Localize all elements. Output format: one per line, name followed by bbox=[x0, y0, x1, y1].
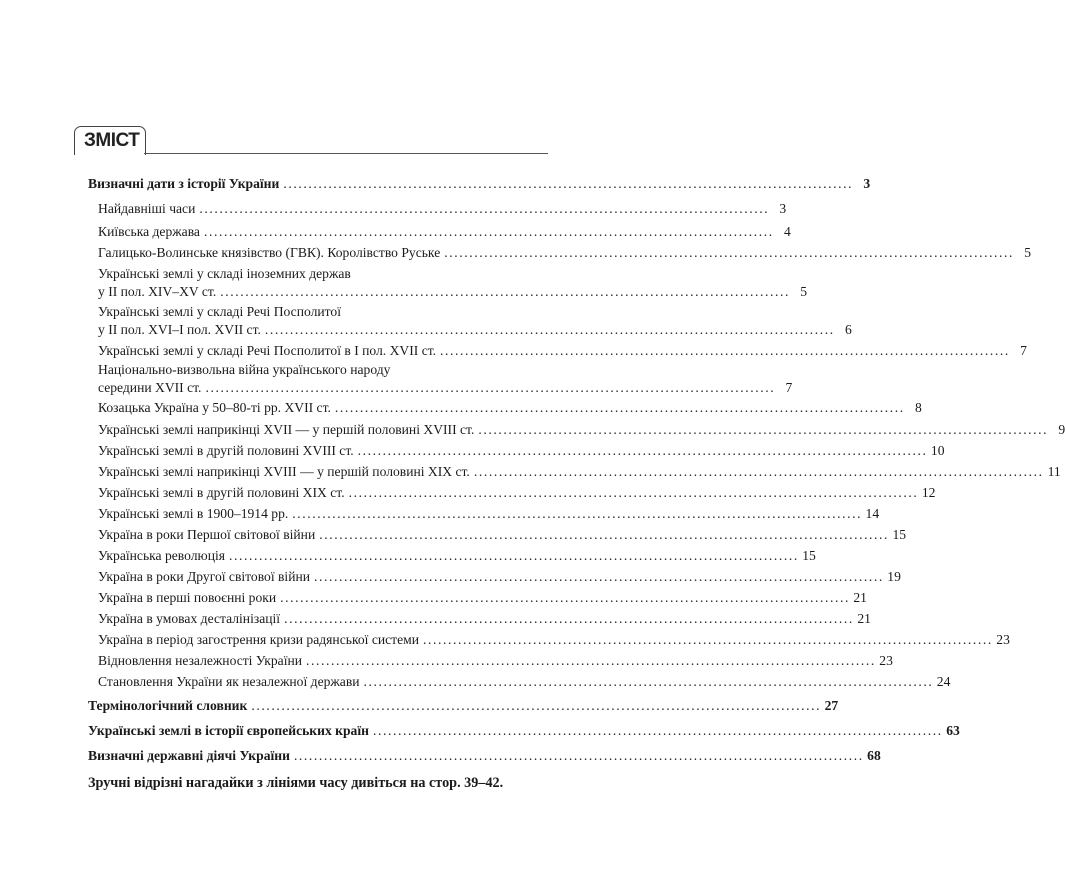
toc-entry-title: Становлення України як незалежної держави bbox=[98, 674, 360, 689]
toc-entry-title: середини XVII ст. bbox=[98, 380, 202, 395]
toc-entry-page: 24 bbox=[936, 674, 951, 689]
dot-leader: .................................................................................................................. bbox=[284, 611, 854, 626]
dot-leader: .................................................................................................................. bbox=[473, 464, 1044, 479]
footnote: Зручні відрізні нагадайки з лініями часу дивіться на стор. 39–42. bbox=[88, 775, 504, 791]
toc-entry[interactable] bbox=[98, 421, 1065, 439]
toc-entry-page: 4 bbox=[784, 224, 791, 239]
dot-leader: .................................................................................................................. bbox=[280, 590, 850, 605]
dot-leader: .................................................................................................................. bbox=[199, 201, 770, 216]
toc-entry-page: 5 bbox=[800, 284, 808, 299]
toc-entry-page: 15 bbox=[892, 527, 907, 542]
toc-entry[interactable] bbox=[88, 697, 839, 715]
toc-entry[interactable] bbox=[98, 484, 936, 502]
toc-entry-page: 68 bbox=[867, 748, 881, 763]
toc-entry[interactable] bbox=[88, 175, 871, 193]
dot-leader: .................................................................................................................. bbox=[283, 176, 854, 191]
toc-entry-page: 14 bbox=[865, 506, 880, 521]
dot-leader: .................................................................................................................. bbox=[440, 343, 1010, 358]
toc-entry[interactable] bbox=[98, 342, 1027, 360]
toc-entry-page: 3 bbox=[863, 176, 871, 191]
dot-leader: .................................................................................................................. bbox=[478, 422, 1049, 437]
toc-entry[interactable] bbox=[98, 610, 871, 628]
dot-leader: .................................................................................................................. bbox=[293, 748, 864, 763]
toc-entry-title: Визначні дати з історії України bbox=[88, 176, 280, 191]
toc-entry-page: 3 bbox=[779, 201, 787, 216]
header-rule bbox=[144, 153, 548, 154]
toc-entry[interactable] bbox=[98, 200, 787, 218]
toc-entry-title: Українські землі в 1900–1914 рр. bbox=[98, 506, 289, 521]
contents-tab bbox=[74, 126, 146, 155]
dot-leader: .................................................................................................................. bbox=[363, 674, 934, 689]
dot-leader: .................................................................................................................. bbox=[319, 527, 890, 542]
toc-entry-page: 23 bbox=[879, 653, 893, 668]
toc-entry-title: Термінологічний словник bbox=[88, 698, 248, 713]
dot-leader: .................................................................................................................. bbox=[314, 569, 884, 584]
toc-entry-title: Україна в період загострення кризи радянської системи bbox=[98, 632, 420, 647]
toc-entry[interactable] bbox=[88, 722, 960, 740]
dot-leader: .................................................................................................................. bbox=[264, 322, 835, 337]
toc-entry-title: Українські землі у складі Речі Посполитої в І пол. XVII ст. bbox=[98, 343, 437, 358]
toc-entry-title: у ІІ пол. XVI–I пол. XVII ст. bbox=[98, 322, 261, 337]
toc-entry-title: Найдавніші часи bbox=[98, 201, 196, 216]
toc-entry-title: у ІІ пол. XIV–XV ст. bbox=[98, 284, 217, 299]
toc-entry-title: Українські землі в історії європейських країн bbox=[88, 723, 369, 738]
toc-entry-title: Україна в роки Другої світової війни bbox=[98, 569, 311, 584]
toc-entry[interactable] bbox=[98, 631, 1010, 649]
toc-entry-page: 9 bbox=[1058, 422, 1065, 437]
dot-leader: .................................................................................................................. bbox=[220, 284, 791, 299]
toc-entry[interactable] bbox=[98, 505, 880, 523]
toc-entry-page: 12 bbox=[921, 485, 936, 500]
toc-entry-title: Українські землі в другій половині XVIII ст. bbox=[98, 443, 354, 458]
toc-entry-title-line1: Українські землі у складі іноземних держав bbox=[98, 266, 351, 281]
toc-entry-page: 19 bbox=[887, 569, 901, 584]
toc-entry-title: Україна в перші повоєнні роки bbox=[98, 590, 277, 605]
toc-entry[interactable] bbox=[98, 223, 791, 241]
dot-leader: .................................................................................................................. bbox=[203, 224, 774, 239]
toc-entry-page: 23 bbox=[996, 632, 1010, 647]
toc-entry-title: Українські землі наприкінці XVIII — у першій половині XIX ст. bbox=[98, 464, 470, 479]
toc-entry[interactable] bbox=[98, 547, 816, 565]
toc-entry-page: 10 bbox=[930, 443, 945, 458]
toc-entry-page: 7 bbox=[785, 380, 793, 395]
toc-entry-page: 11 bbox=[1047, 464, 1061, 479]
toc-entry-title: Київська держава bbox=[98, 224, 200, 239]
toc-entry[interactable] bbox=[98, 673, 951, 691]
toc-entry-title: Галицько-Волинське князівство (ГВК). Королівство Руське bbox=[98, 245, 441, 260]
toc-entry[interactable] bbox=[98, 265, 808, 301]
dot-leader: .................................................................................................................. bbox=[292, 506, 863, 521]
dot-leader: .................................................................................................................. bbox=[372, 723, 943, 738]
toc-entry-title: Визначні державні діячі України bbox=[88, 748, 290, 763]
toc-entry-page: 6 bbox=[844, 322, 852, 337]
page-title: ЗМІСТ bbox=[84, 130, 140, 151]
toc-entry[interactable] bbox=[98, 244, 1032, 262]
toc-entry-title: Українська революція bbox=[98, 548, 225, 563]
toc-entry-title: Козацька Україна у 50–80-ті рр. XVII ст. bbox=[98, 400, 331, 415]
toc-entry[interactable] bbox=[98, 361, 793, 397]
toc-entry[interactable] bbox=[98, 399, 922, 417]
dot-leader: .................................................................................................................. bbox=[205, 380, 776, 395]
toc-entry-page: 21 bbox=[857, 611, 871, 626]
toc-entry-page: 8 bbox=[914, 400, 922, 415]
toc-entry-page: 5 bbox=[1024, 245, 1032, 260]
dot-leader: .................................................................................................................. bbox=[423, 632, 993, 647]
toc-entry-page: 21 bbox=[853, 590, 867, 605]
dot-leader: .................................................................................................................. bbox=[357, 443, 928, 458]
dot-leader: .................................................................................................................. bbox=[348, 485, 919, 500]
toc-entry-title: Українські землі наприкінці XVII — у першій половині XVIII ст. bbox=[98, 422, 475, 437]
toc-entry-page: 15 bbox=[802, 548, 816, 563]
toc-entry[interactable] bbox=[88, 747, 881, 765]
toc-entry-title-line1: Національно-визвольна війна українського народу bbox=[98, 362, 391, 377]
toc-entry[interactable] bbox=[98, 526, 907, 544]
dot-leader: .................................................................................................................. bbox=[334, 400, 905, 415]
dot-leader: .................................................................................................................. bbox=[306, 653, 876, 668]
toc-entry[interactable] bbox=[98, 568, 901, 586]
toc-entry-title: Українські землі в другій половині XIX ст. bbox=[98, 485, 345, 500]
toc-entry[interactable] bbox=[98, 463, 1061, 481]
toc-entry-page: 7 bbox=[1020, 343, 1027, 358]
dot-leader: .................................................................................................................. bbox=[251, 698, 822, 713]
contents-header bbox=[74, 126, 548, 156]
toc-entry-title: Відновлення незалежності України bbox=[98, 653, 303, 668]
toc-entry-title: Україна в роки Першої світової війни bbox=[98, 527, 316, 542]
toc-entry[interactable] bbox=[98, 442, 945, 460]
toc-entry[interactable] bbox=[98, 303, 852, 339]
toc-entry-page: 63 bbox=[946, 723, 960, 738]
toc-entry-title-line1: Українські землі у складі Речі Посполитої bbox=[98, 304, 341, 319]
dot-leader: .................................................................................................................. bbox=[444, 245, 1015, 260]
toc-entry[interactable] bbox=[98, 589, 867, 607]
toc-entry-title: Україна в умовах десталінізації bbox=[98, 611, 281, 626]
toc-entry-page: 27 bbox=[824, 698, 839, 713]
dot-leader: .................................................................................................................. bbox=[229, 548, 799, 563]
toc-entry[interactable] bbox=[98, 652, 893, 670]
